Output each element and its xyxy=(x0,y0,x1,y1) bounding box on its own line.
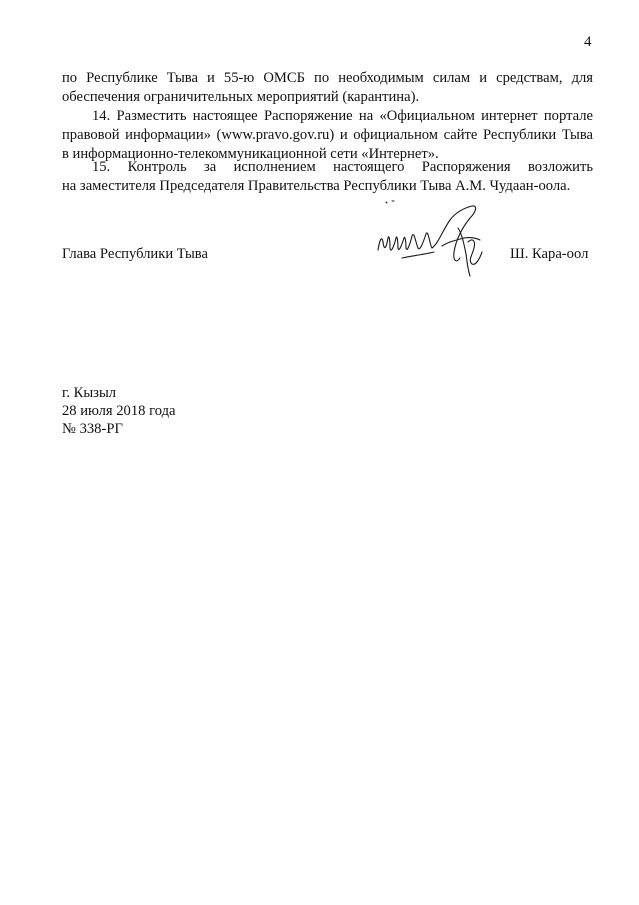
text-line: на заместителя Председателя Правительства Республики Тыва А.М. Чудаан-оола. xyxy=(62,178,571,194)
text-line: в информационно-телекоммуникационной сети «Интернет». xyxy=(62,146,439,162)
document-number: № 338-РГ xyxy=(62,421,123,437)
city: г. Кызыл xyxy=(62,385,117,401)
text-line: правовой информации» (www.pravo.gov.ru) и официальном сайте Республики Тыва xyxy=(62,127,593,143)
text-line: обеспечения ограничительных мероприятий (карантина). xyxy=(62,89,420,105)
signatory-title: Глава Республики Тыва xyxy=(62,246,208,262)
document-date: 28 июля 2018 года xyxy=(62,403,176,419)
paragraph-15 xyxy=(62,158,593,196)
paragraph-13-end xyxy=(62,69,593,107)
text-line: по Республике Тыва и 55-ю ОМСБ по необходимым силам и средствам, для xyxy=(62,70,593,86)
handwritten-signature xyxy=(372,198,500,280)
page-number: 4 xyxy=(584,34,592,50)
paragraph-14 xyxy=(62,107,593,164)
text-line: 14. Разместить настоящее Распоряжение на «Официальном интернет портале xyxy=(92,108,593,124)
signatory-name: Ш. Кара-оол xyxy=(510,246,589,262)
document-footer xyxy=(62,384,175,438)
text-line: 15. Контроль за исполнением настоящего Распоряжения возложить xyxy=(92,159,593,175)
